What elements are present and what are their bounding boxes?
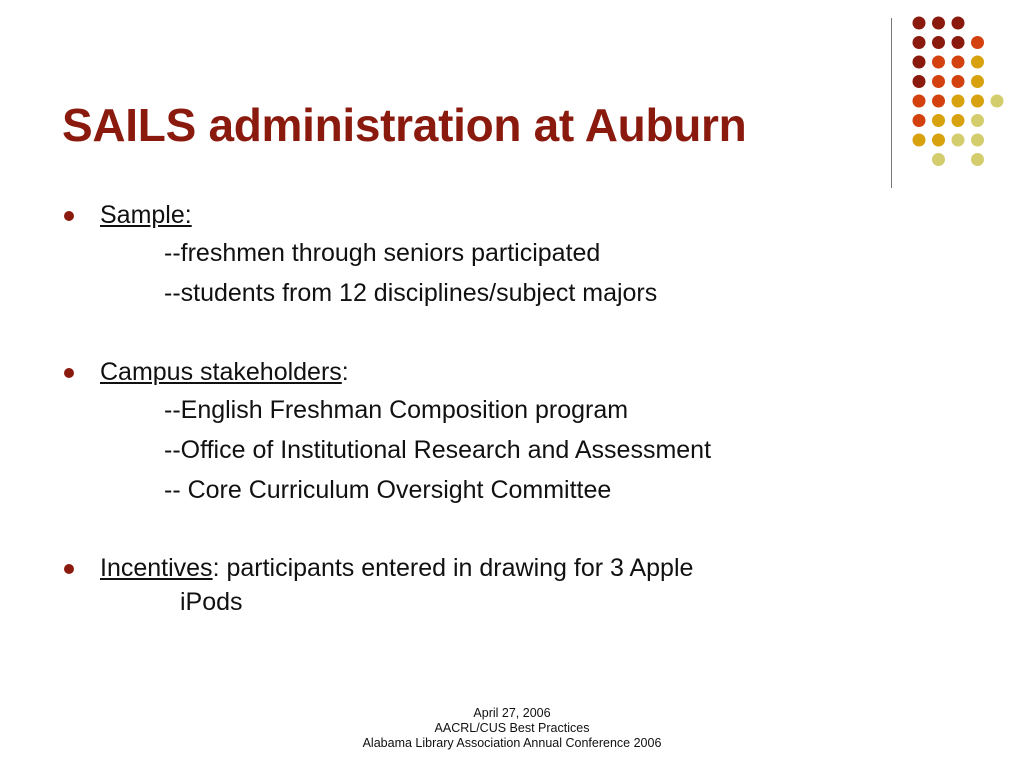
bullet-label: Campus stakeholders xyxy=(100,358,342,386)
decorative-dot xyxy=(971,134,984,147)
slide-footer xyxy=(0,706,1024,751)
decorative-dot xyxy=(952,95,965,108)
bullet-marker xyxy=(64,211,74,221)
decorative-dot xyxy=(932,134,945,147)
sub-item: -- Core Curriculum Oversight Committee xyxy=(164,476,612,504)
sub-item: --freshmen through seniors participated xyxy=(164,239,601,267)
decorative-dot xyxy=(913,17,926,30)
bullet-incentives xyxy=(100,553,693,583)
decorative-dot xyxy=(913,134,926,147)
decorative-dot xyxy=(932,95,945,108)
footer-date: April 27, 2006 xyxy=(473,706,551,720)
bullet-label: Incentives xyxy=(100,554,213,582)
bullet-text: : participants entered in drawing for 3 Apple xyxy=(212,554,694,582)
decorative-dot xyxy=(932,56,945,69)
decorative-dot xyxy=(932,114,945,127)
decorative-dot xyxy=(971,36,984,49)
decorative-dot-grid xyxy=(0,0,1024,200)
decorative-dot xyxy=(913,114,926,127)
bullet-marker xyxy=(64,368,74,378)
decorative-dot xyxy=(952,134,965,147)
bullet-text: : xyxy=(341,358,349,386)
decorative-dot xyxy=(913,36,926,49)
sub-item: --English Freshman Composition program xyxy=(164,396,629,424)
decorative-dot xyxy=(932,17,945,30)
bullet-continuation: iPods xyxy=(180,588,243,616)
decorative-dot xyxy=(952,36,965,49)
decorative-dot xyxy=(971,75,984,88)
decorative-dot xyxy=(932,153,945,166)
decorative-dot xyxy=(932,36,945,49)
sub-item: --Office of Institutional Research and Assessment xyxy=(164,436,712,464)
decorative-dot xyxy=(913,95,926,108)
decorative-dot xyxy=(913,75,926,88)
decorative-dot xyxy=(913,56,926,69)
decorative-dot xyxy=(971,153,984,166)
footer-event: AACRL/CUS Best Practices xyxy=(434,721,590,735)
decorative-dot xyxy=(971,114,984,127)
decorative-dot xyxy=(991,95,1004,108)
decorative-dot xyxy=(952,114,965,127)
decorative-dot xyxy=(952,56,965,69)
footer-conference: Alabama Library Association Annual Conference 2006 xyxy=(362,736,662,750)
decorative-dot xyxy=(952,75,965,88)
bullet-campus-stakeholders xyxy=(100,357,349,387)
decorative-dot xyxy=(952,17,965,30)
decorative-dot xyxy=(932,75,945,88)
bullet-marker xyxy=(64,564,74,574)
sub-item: --students from 12 disciplines/subject majors xyxy=(164,279,658,307)
decorative-dot xyxy=(971,56,984,69)
bullet-label: Sample: xyxy=(100,201,192,229)
slide-title: SAILS administration at Auburn xyxy=(62,99,747,151)
decorative-dot xyxy=(971,95,984,108)
bullet-sample xyxy=(100,200,192,230)
